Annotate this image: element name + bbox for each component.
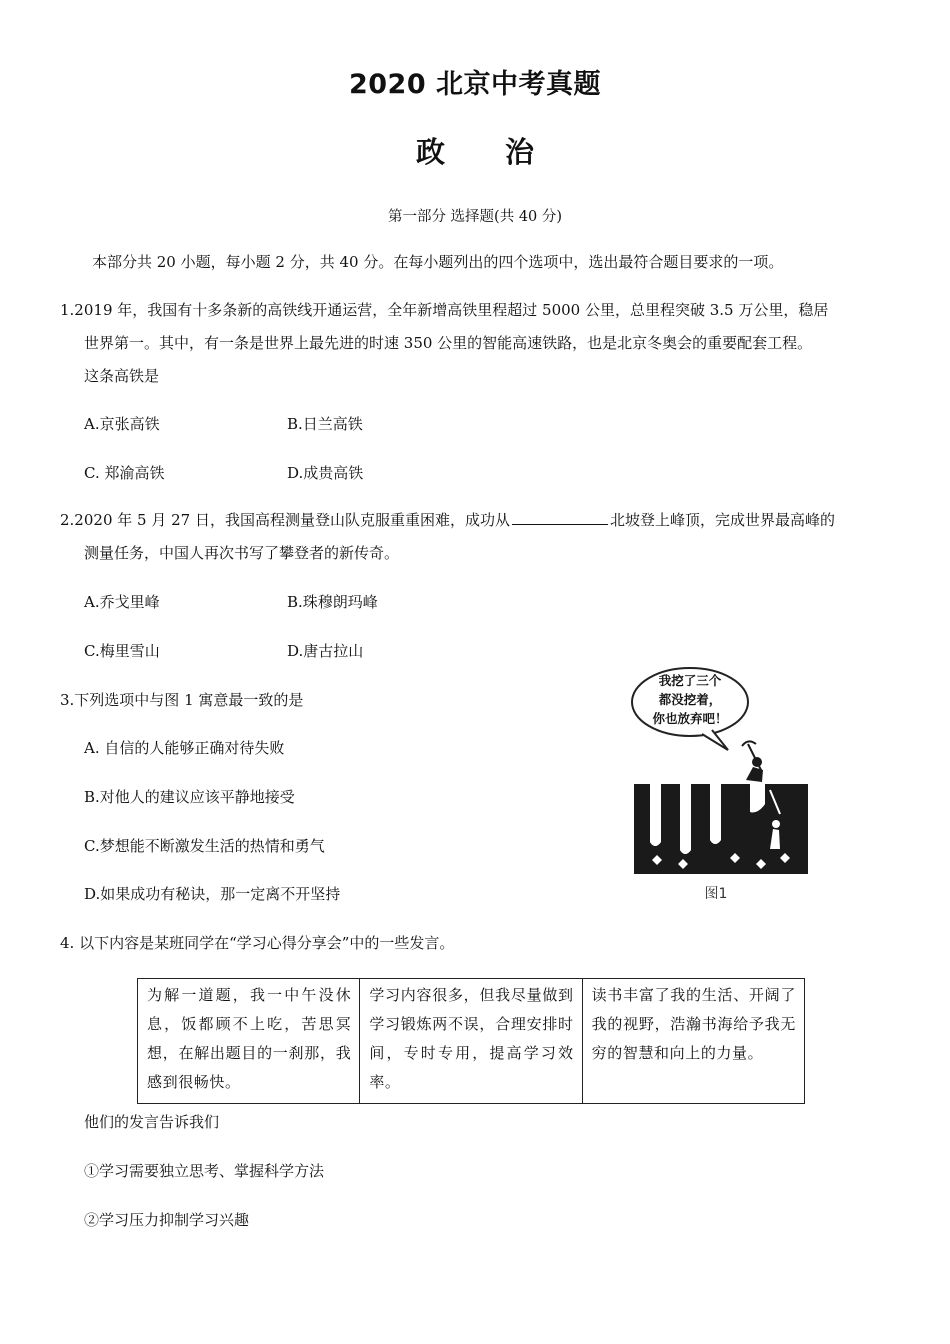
q3-option-c: C.梦想能不断激发生活的热情和勇气 xyxy=(84,837,325,855)
subject-heading xyxy=(0,130,950,171)
q2-option-b: B.珠穆朗玛峰 xyxy=(287,593,378,611)
q2-line-1 xyxy=(60,510,835,530)
q3-option-a: A. 自信的人能够正确对待失败 xyxy=(84,739,285,757)
q1-line-1: 1.2019 年，我国有十多条新的高铁线开通运营，全年新增高铁里程超过 5000 公里，总里程突破 3.5 万公里，稳居 xyxy=(60,301,829,319)
q1-line-3: 这条高铁是 xyxy=(84,367,160,385)
q2-line-2: 测量任务，中国人再次书写了攀登者的新传奇。 xyxy=(84,544,400,562)
section-instructions: 本部分共 20 小题，每小题 2 分，共 40 分。在每小题列出的四个选项中，选出最符合题目要求的一项。 xyxy=(92,253,784,271)
table-cell: 为解一道题，我一中午没休息，饭都顾不上吃，苦思冥想，在解出题目的一刹那，我感到很畅快。 xyxy=(138,979,360,1104)
bubble-line-1: 我挖了三个 xyxy=(658,673,722,688)
q3-option-b: B.对他人的建议应该平静地接受 xyxy=(84,788,295,806)
q4-followup: 他们的发言告诉我们 xyxy=(84,1113,220,1131)
q2-option-c: C.梅里雪山 xyxy=(84,642,160,660)
figure-1-cartoon xyxy=(630,664,810,904)
page-title: 2020 北京中考真题 xyxy=(348,69,602,100)
q1-option-c: C. 郑渝高铁 xyxy=(84,464,165,482)
bubble-line-3: 你也放弃吧！ xyxy=(652,711,728,726)
section-heading: 第一部分 选择题(共 40 分) xyxy=(387,209,563,225)
figure-caption: 图1 xyxy=(704,886,728,902)
q1-option-d: D.成贵高铁 xyxy=(287,464,364,482)
q1-option-b: B.日兰高铁 xyxy=(287,415,363,433)
q2-line-1-before: 2.2020 年 5 月 27 日，我国高程测量登山队克服重重困难，成功从 xyxy=(60,511,510,529)
subject-char-2: 治 xyxy=(505,135,535,169)
table-cell: 学习内容很多，但我尽量做到学习锻炼两不误，合理安排时间，专时专用，提高学习效率。 xyxy=(360,979,582,1104)
subject-char-1: 政 xyxy=(415,135,445,169)
q1-option-a: A.京张高铁 xyxy=(84,415,160,433)
q3-stem: 3.下列选项中与图 1 寓意最一致的是 xyxy=(60,691,304,709)
q3-option-d: D.如果成功有秘诀，那一定离不开坚持 xyxy=(84,885,341,903)
statements-table xyxy=(137,978,805,1104)
table-cell: 读书丰富了我的生活、开阔了我的视野，浩瀚书海给予我无穷的智慧和向上的力量。 xyxy=(582,979,804,1104)
table-row xyxy=(138,979,805,1104)
bubble-line-2: 都没挖着， xyxy=(658,692,722,707)
q4-item-1: ①学习需要独立思考、掌握科学方法 xyxy=(84,1162,325,1180)
q1-line-2: 世界第一。其中，有一条是世界上最先进的时速 350 公里的智能高速铁路，也是北京冬奥会的重要配套工程。 xyxy=(84,334,813,352)
fill-in-blank xyxy=(512,510,608,525)
q2-option-d: D.唐古拉山 xyxy=(287,642,364,660)
q2-line-1-after: 北坡登上峰顶，完成世界最高峰的 xyxy=(609,511,835,529)
q2-option-a: A.乔戈里峰 xyxy=(84,593,160,611)
q4-stem: 4. 以下内容是某班同学在“学习心得分享会”中的一些发言。 xyxy=(60,934,455,952)
q4-item-2: ②学习压力抑制学习兴趣 xyxy=(84,1211,250,1229)
